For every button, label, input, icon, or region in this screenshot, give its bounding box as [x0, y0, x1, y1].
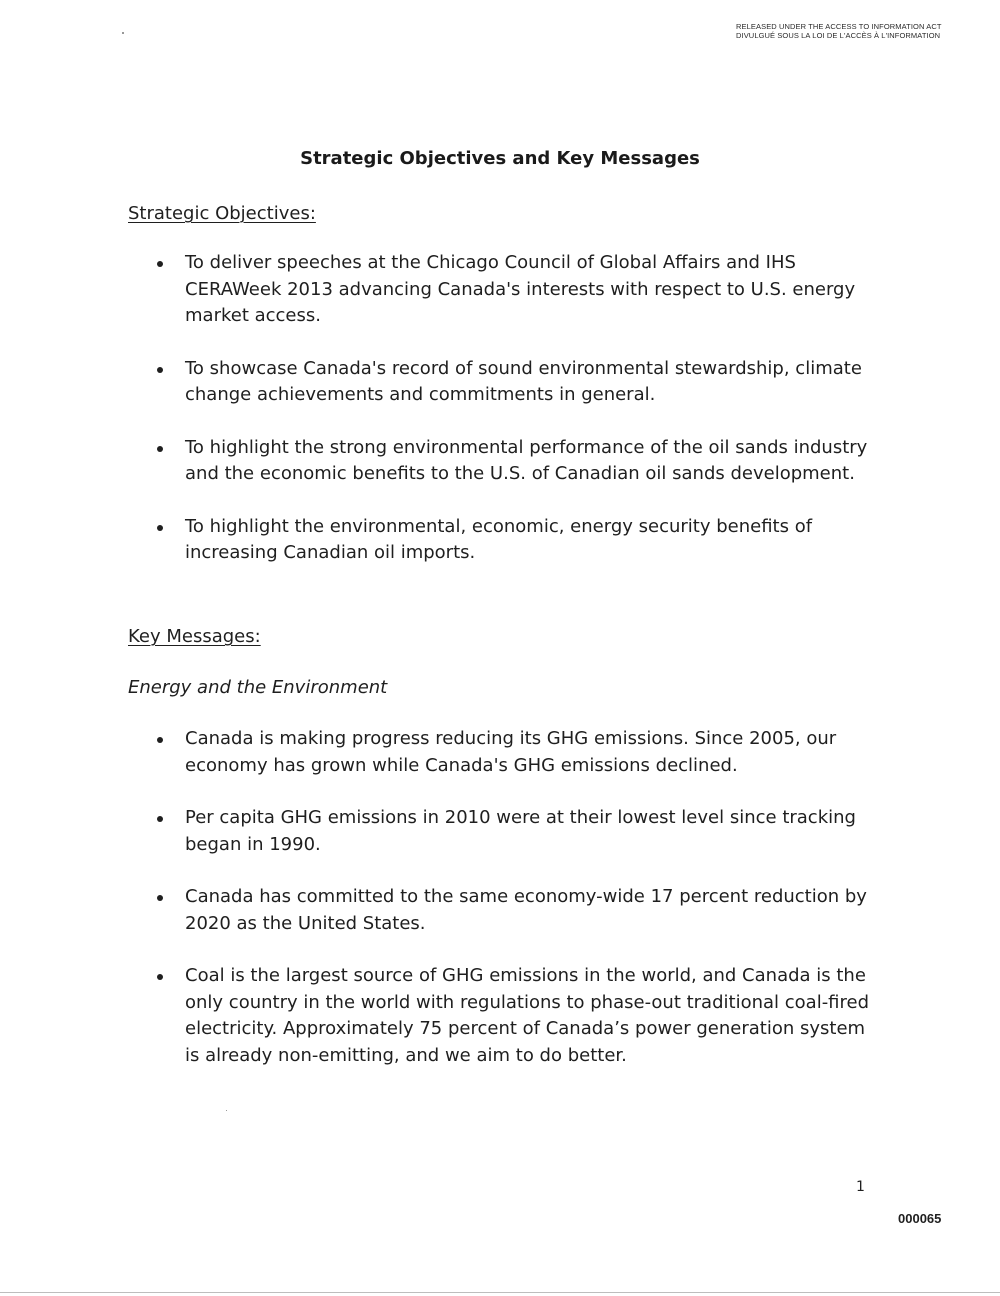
- bullet-icon: [157, 367, 163, 373]
- key-messages-list: [130, 726, 885, 1069]
- list-item-text: Canada has committed to the same economy-wide 17 percent reduction by 2020 as the United States.: [185, 886, 867, 934]
- scan-speck: [122, 32, 124, 34]
- list-item: [130, 963, 885, 1069]
- strategic-objectives-heading: Strategic Objectives:: [128, 203, 316, 224]
- page-number: 1: [856, 1179, 865, 1195]
- release-stamp-french: DIVULGUÉ SOUS LA LOI DE L'ACCÈS À L'INFORMATION: [736, 31, 941, 40]
- bullet-icon: [157, 974, 163, 980]
- list-item: [130, 726, 885, 779]
- list-item-text: Canada is making progress reducing its GHG emissions. Since 2005, our economy has grown while Canada's GHG emissions declined.: [185, 728, 837, 776]
- energy-environment-subheading: Energy and the Environment: [128, 677, 388, 698]
- list-item: [130, 435, 885, 488]
- release-stamp: [736, 22, 942, 40]
- scan-speck: [226, 1110, 227, 1111]
- bullet-icon: [157, 816, 163, 822]
- list-item: [130, 356, 885, 409]
- page-bottom-edge: [0, 1292, 1000, 1293]
- bullet-icon: [157, 261, 163, 267]
- list-item-text: To showcase Canada's record of sound environmental stewardship, climate change achievements and commitments in general.: [185, 357, 862, 405]
- strategic-objectives-list: [130, 250, 885, 567]
- release-stamp-english: RELEASED UNDER THE ACCESS TO INFORMATION ACT: [736, 22, 942, 31]
- list-item-text: To deliver speeches at the Chicago Council of Global Affairs and IHS CERAWeek 2013 advancing Canada's interests with respect to U.S. energy market access.: [185, 252, 856, 326]
- list-item-text: Coal is the largest source of GHG emissions in the world, and Canada is the only country in the world with regulations to phase-out traditional coal-fired electricity. Approximately 75 percent of Canada’s power generation system is already non-emitting, and we aim to do better.: [185, 965, 870, 1066]
- key-messages-heading: Key Messages:: [128, 626, 261, 647]
- list-item: [130, 884, 885, 937]
- list-item: [130, 250, 885, 330]
- bullet-icon: [157, 737, 163, 743]
- list-item: [130, 514, 885, 567]
- bullet-icon: [157, 446, 163, 452]
- document-title: Strategic Objectives and Key Messages: [300, 148, 700, 169]
- document-number: 000065: [898, 1211, 942, 1226]
- list-item-text: To highlight the environmental, economic, energy security benefits of increasing Canadian oil imports.: [185, 515, 813, 563]
- list-item: [130, 805, 885, 858]
- list-item-text: To highlight the strong environmental performance of the oil sands industry and the economic benefits to the U.S. of Canadian oil sands development.: [185, 436, 868, 484]
- bullet-icon: [157, 895, 163, 901]
- list-item-text: Per capita GHG emissions in 2010 were at their lowest level since tracking began in 1990.: [185, 807, 856, 855]
- bullet-icon: [157, 525, 163, 531]
